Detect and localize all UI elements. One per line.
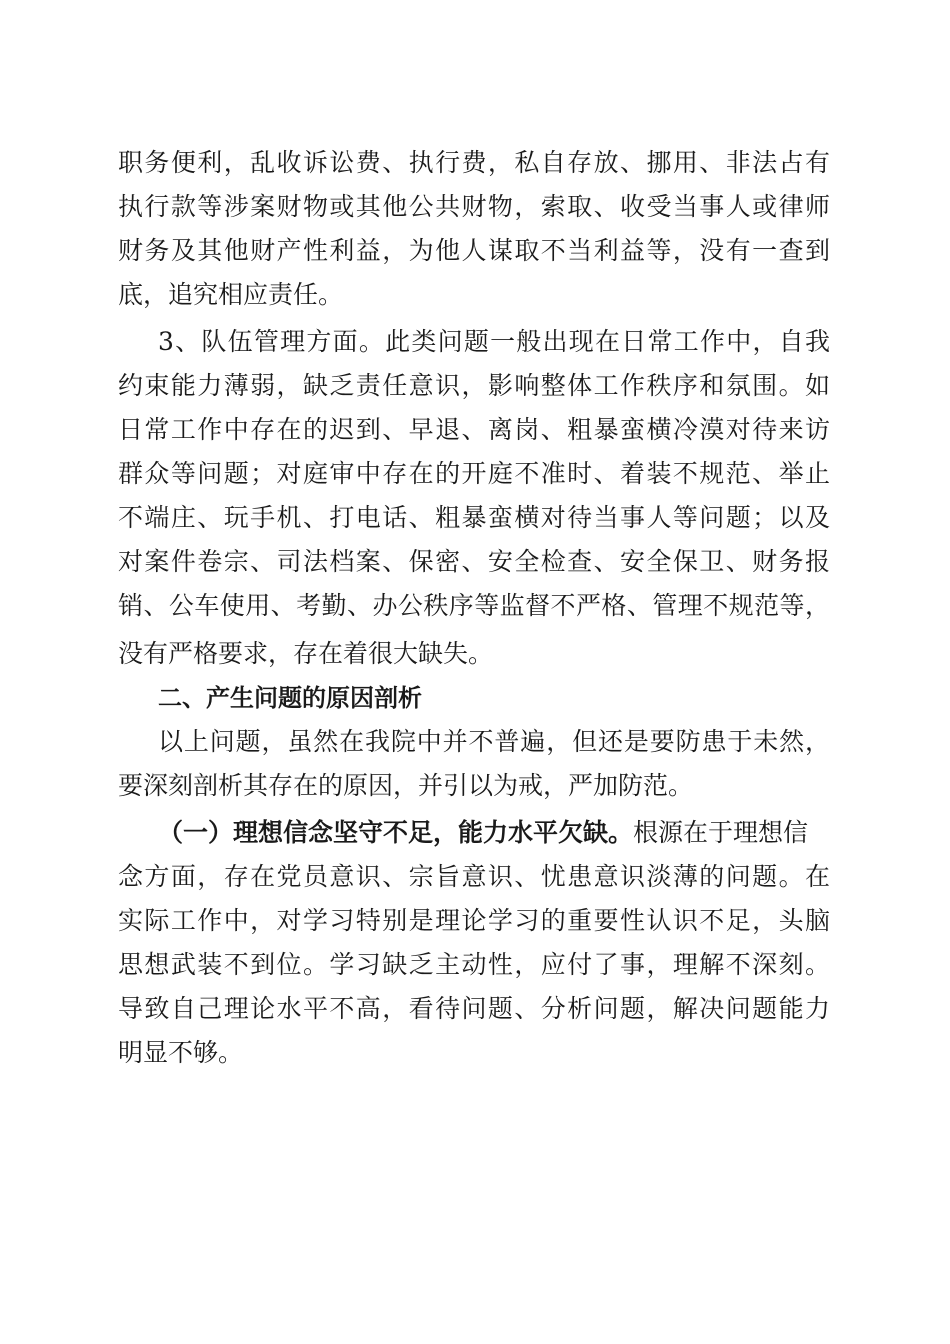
text-line: 销、公车使用、考勤、办公秩序等监督不严格、管理不规范等， [118, 591, 830, 620]
section-heading: 二、产生问题的原因剖析 [158, 684, 422, 712]
text-line: 约束能力薄弱，缺乏责任意识，影响整体工作秩序和氛围。如 [118, 371, 830, 400]
text-line: 职务便利，乱收诉讼费、执行费，私自存放、挪用、非法占有 [118, 148, 830, 177]
text-line: 群众等问题；对庭审中存在的开庭不准时、着装不规范、举止 [118, 459, 830, 488]
text-line: 念方面，存在党员意识、宗旨意识、忧患意识淡薄的问题。在 [118, 862, 830, 891]
text-line: 执行款等涉案财物或其他公共财物，索取、收受当事人或律师 [118, 192, 830, 221]
text-line: 以上问题，虽然在我院中并不普遍，但还是要防患于未然， [158, 727, 830, 756]
text-line: 对案件卷宗、司法档案、保密、安全检查、安全保卫、财务报 [118, 547, 830, 576]
text-line [158, 811, 830, 855]
text-line: 日常工作中存在的迟到、早退、离岗、粗暴蛮横冷漠对待来访 [118, 415, 830, 444]
text-line: 实际工作中，对学习特别是理论学习的重要性认识不足，头脑 [118, 906, 830, 935]
text-line: 思想武装不到位。学习缺乏主动性，应付了事，理解不深刻。 [118, 950, 830, 979]
text-line: 底，追究相应责任。 [118, 280, 344, 309]
text-line: 不端庄、玩手机、打电话、粗暴蛮横对待当事人等问题；以及 [118, 503, 830, 532]
text-line: 3、队伍管理方面。此类问题一般出现在日常工作中，自我 [158, 327, 830, 356]
subheading-lead: （一）理想信念坚守不足，能力水平欠缺。 [158, 818, 634, 847]
text-line: 要深刻剖析其存在的原因，并引以为戒，严加防范。 [118, 771, 694, 800]
text-run: 根源在于理想信 [633, 818, 809, 847]
text-line: 财务及其他财产性利益，为他人谋取不当利益等，没有一查到 [118, 236, 830, 265]
text-line: 明显不够。 [118, 1038, 244, 1067]
text-line: 导致自己理论水平不高，看待问题、分析问题，解决问题能力 [118, 994, 830, 1023]
text-line: 没有严格要求，存在着很大缺失。 [118, 639, 494, 668]
